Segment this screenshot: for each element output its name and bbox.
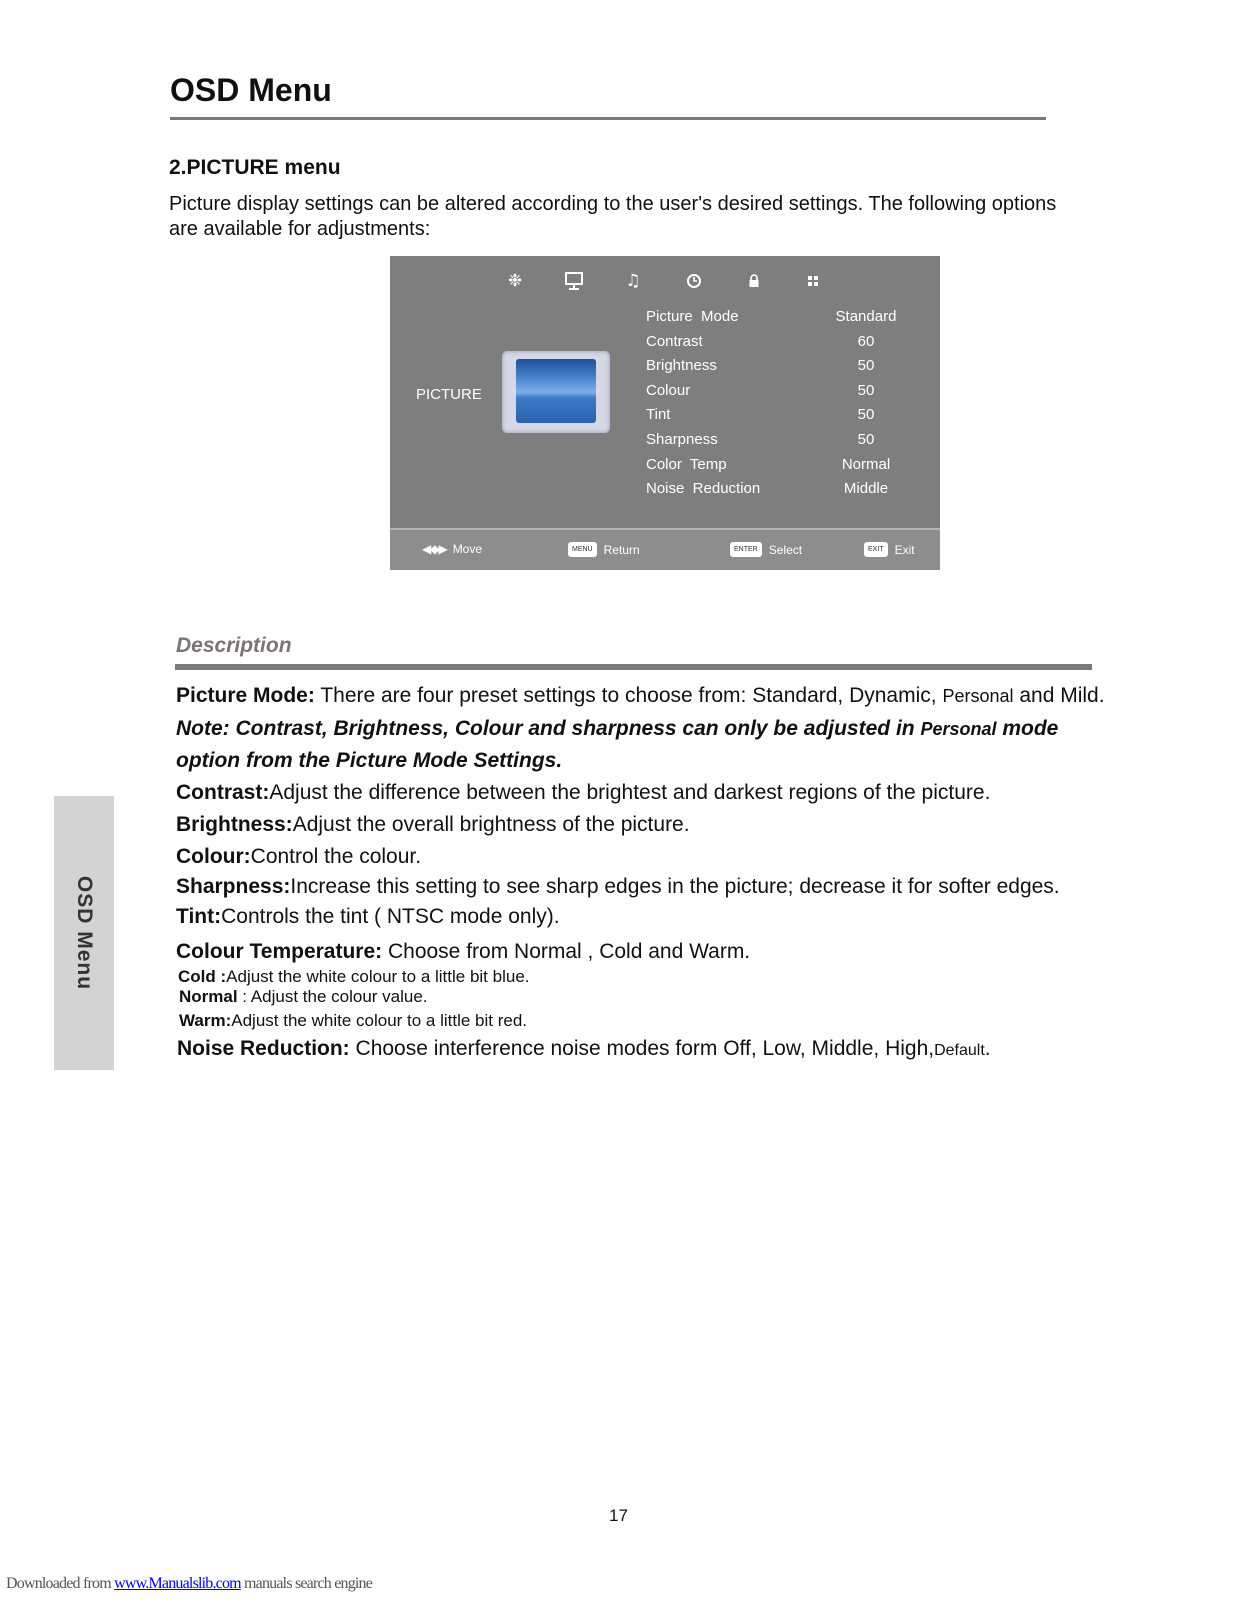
page-number: 17 xyxy=(609,1506,628,1525)
desc-colour xyxy=(176,845,421,869)
osd-item-sharpness[interactable] xyxy=(646,431,916,456)
title-divider xyxy=(170,117,1046,120)
note-text: Personal xyxy=(920,719,997,739)
footer-suffix: manuals search engine xyxy=(240,1575,373,1592)
osd-item-value: 60 xyxy=(857,332,875,350)
term-label: Normal xyxy=(179,987,238,1006)
hint-exit-label: Exit xyxy=(894,542,915,557)
desc-tint xyxy=(176,905,560,929)
desc-noise-reduction xyxy=(177,1037,991,1061)
desc-colour-temperature xyxy=(176,940,750,964)
osd-item-value: 50 xyxy=(857,357,875,375)
desc-warm xyxy=(179,1011,527,1031)
monitor-icon xyxy=(563,270,585,292)
term-label: Colour Temperature: xyxy=(176,940,383,963)
osd-item-value: Normal xyxy=(841,455,891,473)
menu-key-icon: MENU xyxy=(568,542,597,557)
hint-return xyxy=(568,542,640,557)
term-text: Increase this setting to see sharp edges in the picture; decrease it for softer edges. xyxy=(290,875,1060,898)
hint-select xyxy=(730,542,802,557)
osd-item-label: Colour xyxy=(646,381,691,399)
side-tab-label: OSD Menu xyxy=(73,875,96,991)
intro-text-b: The following options are available for adjustments: xyxy=(169,193,1057,240)
osd-hint-bar xyxy=(390,528,940,570)
note-text: Note: Contrast, Brightness, Colour and sharpness can only be adjusted in xyxy=(176,717,921,740)
term-label: Cold : xyxy=(178,967,227,986)
desc-brightness xyxy=(176,813,690,837)
osd-menu-screenshot xyxy=(390,256,940,570)
osd-item-label: Contrast xyxy=(646,332,703,350)
osd-item-noise-reduction[interactable] xyxy=(646,480,916,505)
osd-item-label: Tint xyxy=(646,406,671,424)
term-text: Choose interference noise modes form Off, Low, Middle, High, xyxy=(349,1037,935,1060)
hint-select-label: Select xyxy=(768,542,803,557)
term-text: Adjust the white colour to a little bit blue. xyxy=(226,967,530,986)
footer-prefix: Downloaded from xyxy=(6,1575,115,1592)
term-text: : Adjust the colour value. xyxy=(237,987,428,1006)
term-text: Controls the tint ( NTSC mode only). xyxy=(221,905,560,928)
description-divider xyxy=(175,664,1092,670)
osd-item-label: Color Temp xyxy=(646,455,727,473)
note-text: mode xyxy=(996,717,1059,740)
term-text: Control the colour. xyxy=(250,845,422,868)
osd-item-label: Picture Mode xyxy=(646,308,739,325)
enter-key-icon: ENTER xyxy=(730,542,762,557)
term-text: Choose from Normal , Cold and Warm. xyxy=(382,940,751,963)
desc-note-line2: option from the Picture Mode Settings. xyxy=(176,749,563,772)
term-label: Contrast: xyxy=(176,781,270,804)
term-label: Noise Reduction: xyxy=(177,1037,350,1060)
term-text: Adjust the difference between the brightest and darkest regions of the picture. xyxy=(269,781,991,804)
music-note-icon: ♫ xyxy=(625,271,641,291)
osd-item-label: Brightness xyxy=(646,357,717,375)
manualslib-link[interactable]: www.Manualslib.com xyxy=(114,1575,241,1592)
osd-item-value: 50 xyxy=(857,430,875,448)
exit-key-icon: EXIT xyxy=(864,542,888,557)
term-label: Sharpness: xyxy=(176,875,291,898)
hint-return-label: Return xyxy=(603,542,640,557)
term-label: Brightness: xyxy=(176,813,293,836)
osd-item-label: Noise Reduction xyxy=(646,480,761,498)
term-text: Default xyxy=(934,1042,985,1059)
term-label: Warm: xyxy=(179,1011,232,1030)
desc-sharpness xyxy=(176,875,1060,899)
desc-picture-mode xyxy=(176,684,1105,708)
osd-item-color-temp[interactable] xyxy=(646,456,916,481)
term-text: Adjust the white colour to a little bit red. xyxy=(231,1011,528,1030)
intro-text-a: Picture display settings can be altered according to the user's desired settings. xyxy=(169,193,864,215)
clock-icon xyxy=(683,270,705,292)
desc-normal xyxy=(179,987,428,1007)
osd-item-value: 50 xyxy=(857,381,875,399)
osd-item-value: Standard xyxy=(835,308,897,325)
desc-cold xyxy=(178,967,530,987)
osd-item-tint[interactable] xyxy=(646,406,916,431)
osd-item-brightness[interactable] xyxy=(646,357,916,382)
osd-item-picture-mode[interactable] xyxy=(646,308,916,333)
osd-item-value: 50 xyxy=(857,406,875,424)
desc-contrast xyxy=(176,781,990,805)
grid-icon xyxy=(802,270,824,292)
term-text: There are four preset settings to choose from: Standard, Dynamic, xyxy=(314,684,943,707)
dpad-icon: ◀◆▶ xyxy=(422,542,447,556)
term-label: Tint: xyxy=(176,905,222,928)
osd-main-panel xyxy=(390,256,940,528)
desc-note-line1 xyxy=(176,717,1058,741)
hint-move xyxy=(422,542,482,556)
osd-item-value: Middle xyxy=(843,480,889,498)
section-heading: 2.PICTURE menu xyxy=(169,156,341,179)
intro-paragraph xyxy=(169,192,1069,242)
osd-settings-list xyxy=(646,308,916,505)
term-text: Adjust the overall brightness of the picture. xyxy=(292,813,690,836)
side-section-tab xyxy=(54,796,114,1070)
download-footer xyxy=(6,1575,372,1593)
osd-category-label: PICTURE xyxy=(416,386,482,403)
hint-exit xyxy=(864,542,915,557)
term-text: Personal xyxy=(942,686,1014,706)
page-title: OSD Menu xyxy=(170,72,332,108)
osd-item-contrast[interactable] xyxy=(646,333,916,358)
term-label: Colour: xyxy=(176,845,251,868)
osd-item-label: Sharpness xyxy=(646,430,718,448)
hint-move-label: Move xyxy=(452,542,483,556)
osd-item-colour[interactable] xyxy=(646,382,916,407)
lock-icon xyxy=(743,270,765,292)
description-heading: Description xyxy=(176,634,292,657)
term-label: Picture Mode: xyxy=(176,684,315,707)
term-text: . xyxy=(984,1037,991,1060)
term-text: and Mild. xyxy=(1013,684,1105,707)
gear-icon: ❉ xyxy=(507,271,523,291)
tv-picture-icon xyxy=(502,351,610,433)
